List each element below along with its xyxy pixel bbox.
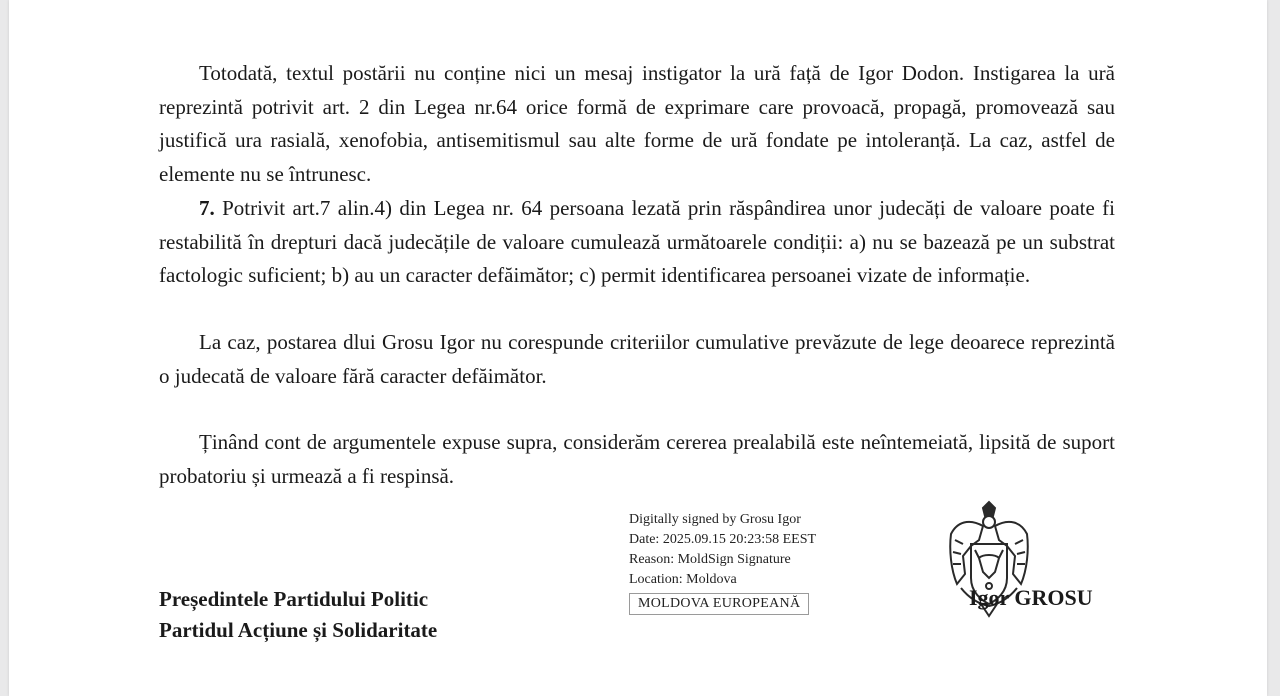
paragraph-text: Ținând cont de argumentele expuse supra, considerăm cererea prealabilă este neîntemeiată, lipsită de suport probatoriu și urmează a fi respinsă.: [159, 430, 1115, 488]
paragraph-text: Totodată, textul postării nu conține nici un mesaj instigator la ură față de Igor Dodon. Instigarea la ură reprezintă potrivit art. 2 din Legea nr.64 orice formă de exprimare care provoacă, propagă, promovează sau justifică ura rasială, xenofobia, antisemitismul sau alte forme de ură fondate pe intoleranță. La caz, astfel de elemente nu se întrunesc.: [159, 61, 1115, 186]
digital-signature-block: [629, 510, 816, 615]
paragraph-text: La caz, postarea dlui Grosu Igor nu corespunde criteriilor cumulative prevăzute de lege deoarece reprezintă o judecată de valoare fără caracter defăimător.: [159, 330, 1115, 388]
paragraph-article-7: [159, 192, 1115, 293]
signatory-title-line2: Partidul Acțiune și Solidaritate: [159, 618, 438, 642]
digital-signature-date: Date: 2025.09.15 20:23:58 EEST: [629, 532, 817, 547]
digital-signed-by: Digitally signed by Grosu Igor: [629, 512, 801, 527]
paragraph-number: 7.: [199, 196, 215, 220]
paragraph-case: [159, 326, 1115, 393]
paragraph-instigation: [159, 57, 1115, 191]
digital-signature-reason: Reason: MoldSign Signature: [629, 552, 791, 567]
paragraph-conclusion: [159, 426, 1115, 493]
signatory-title: [159, 584, 437, 646]
document-page: [9, 0, 1267, 696]
digital-signature-stamp: MOLDOVA EUROPEANĂ: [629, 593, 809, 615]
signer-name: Igor GROSU: [969, 585, 1093, 610]
digital-signature-location: Location: Moldova: [629, 572, 737, 587]
paragraph-text: Potrivit art.7 alin.4) din Legea nr. 64 persoana lezată prin răspândirea unor judecăți de valoare poate fi restabilită în drepturi dacă judecățile de valoare cumulează următoarele condiții: a) nu se bazează pe un substrat factologic suficient; b) au un caracter defăimător; c) permit identificarea persoanei vizate de informație.: [159, 196, 1115, 287]
signatory-title-line1: Președintele Partidului Politic: [159, 587, 429, 611]
